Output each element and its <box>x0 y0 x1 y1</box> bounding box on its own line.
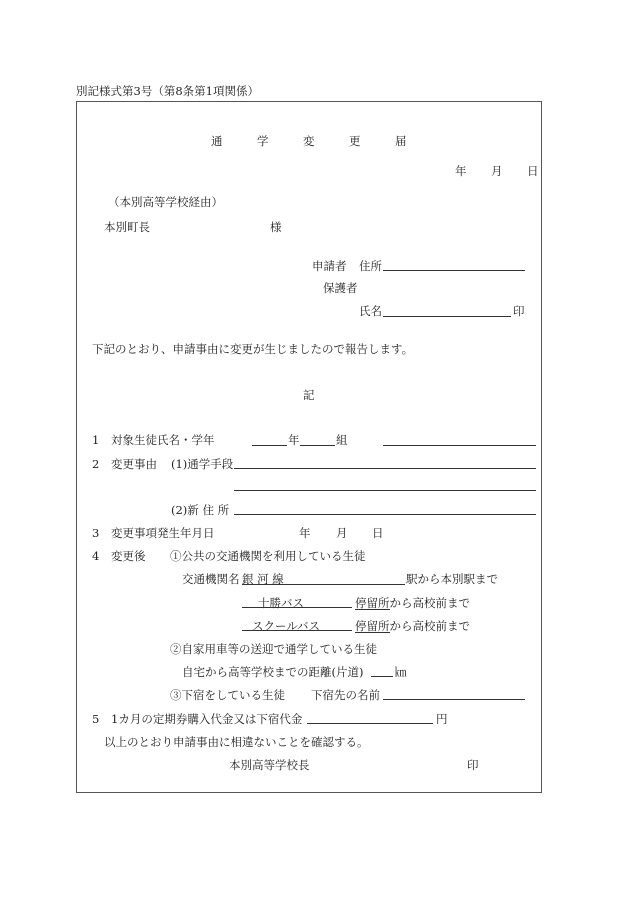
title-char-1: 通 <box>211 134 223 148</box>
applicant-label: 申請者 <box>312 259 347 273</box>
yen-unit-label: 円 <box>436 712 448 726</box>
item3-day-label: 日 <box>372 526 384 540</box>
name-field[interactable] <box>383 316 511 317</box>
commute-means-field[interactable] <box>234 468 536 469</box>
bus1-stop-field[interactable] <box>242 607 352 608</box>
seal-mark: 印 <box>513 304 525 318</box>
bus1-stop-suffix: から高校前まで <box>389 596 470 610</box>
option3-label: ③下宿をしている生徒 <box>170 688 285 702</box>
bus2-stop-suffix: から高校前まで <box>389 619 470 633</box>
title-char-2: 学 <box>257 134 269 148</box>
distance-label: 自宅から高等学校までの距離(片道) <box>182 665 364 679</box>
address-field[interactable] <box>383 270 525 271</box>
grade-field[interactable] <box>252 445 287 446</box>
item2-label: 変更事由 <box>111 457 157 471</box>
bus2-label: スクールバス <box>252 619 320 633</box>
student-name-field[interactable] <box>383 445 536 446</box>
title-char-3: 変 <box>303 134 315 148</box>
intro-text: 下記のとおり、申請事由に変更が生じましたので報告します。 <box>92 342 414 356</box>
distance-field[interactable] <box>371 676 393 677</box>
ki-heading: 記 <box>303 388 315 402</box>
date-year-label: 年 <box>455 164 467 178</box>
cost-field[interactable] <box>307 723 433 724</box>
option1-label: ①公共の交通機関を利用している生徒 <box>170 549 366 563</box>
addressee-label: 本別町長 <box>104 220 150 234</box>
address-label: 住所 <box>359 259 382 273</box>
principal-seal-mark: 印 <box>467 758 479 772</box>
title-char-4: 更 <box>349 134 361 148</box>
principal-label: 本別高等学校長 <box>229 758 310 772</box>
confirm-text: 以上のとおり申請事由に相違ないことを確認する。 <box>104 735 369 749</box>
station-suffix-label: 駅から本別駅まで <box>406 572 498 586</box>
item1-number: 1 <box>92 433 100 447</box>
bus2-stop-word-text: 停留所 <box>355 619 390 633</box>
class-field[interactable] <box>300 445 335 446</box>
rail-line-label: 銀 河 線 <box>242 572 284 586</box>
date-day-label: 日 <box>527 164 539 178</box>
honorific-label: 様 <box>270 220 282 234</box>
item5-label: 1カ月の定期券購入代金又は下宿代金 <box>111 712 303 726</box>
item2-number: 2 <box>92 457 100 471</box>
bus1-stop-word <box>355 596 470 610</box>
grade-nen-label: 年 <box>288 433 300 447</box>
item3-year-label: 年 <box>299 526 311 540</box>
class-kumi-label: 組 <box>336 433 348 447</box>
bus2-stop-word <box>355 619 470 633</box>
lodging-name-label: 下宿先の名前 <box>311 688 380 702</box>
item5-number: 5 <box>92 712 100 726</box>
item1-label: 対象生徒氏名・学年 <box>111 433 215 447</box>
km-unit-label: ㎞ <box>395 665 407 679</box>
item3-number: 3 <box>92 526 100 540</box>
title-char-5: 届 <box>395 134 407 148</box>
date-month-label: 月 <box>491 164 503 178</box>
bus2-stop-field[interactable] <box>242 630 352 631</box>
name-label: 氏名 <box>359 304 382 318</box>
item3-label: 変更事項発生年月日 <box>111 526 215 540</box>
new-address-label: (2)新 住 所 <box>171 503 230 517</box>
transport-name-label: 交通機関名 <box>182 572 240 586</box>
lodging-name-field[interactable] <box>383 699 525 700</box>
item3-month-label: 月 <box>336 526 348 540</box>
guardian-label: 保護者 <box>323 281 358 295</box>
bus1-label: 十勝バス <box>258 596 304 610</box>
station-field[interactable] <box>242 584 405 585</box>
item4-number: 4 <box>92 549 100 563</box>
new-address-field[interactable] <box>234 514 536 515</box>
commute-means-field-2[interactable] <box>234 490 536 491</box>
option2-label: ②自家用車等の送迎で通学している生徒 <box>170 642 377 656</box>
commute-means-label: (1)通学手段 <box>171 457 234 471</box>
via-school-label: （本別高等学校経由） <box>108 195 223 209</box>
item4-label: 変更後 <box>111 549 146 563</box>
bus1-stop-word-text: 停留所 <box>355 596 390 610</box>
form-number-label: 別記様式第3号（第8条第1項関係） <box>76 84 259 98</box>
